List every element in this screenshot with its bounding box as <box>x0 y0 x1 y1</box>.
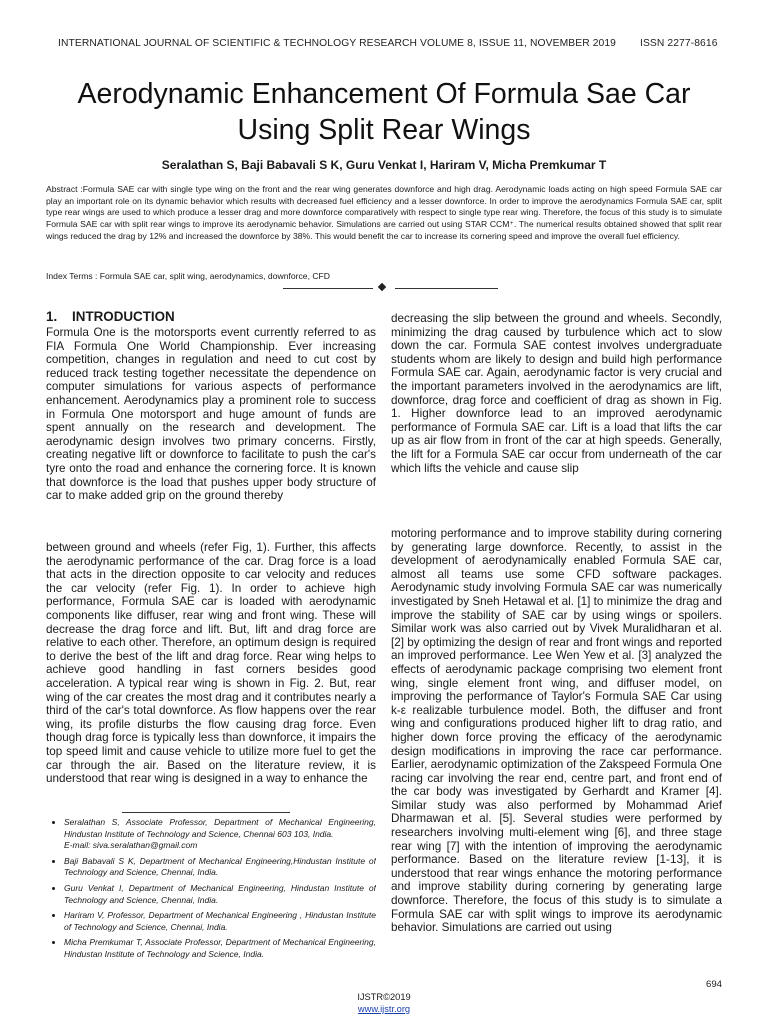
issn: ISSN 2277-8616 <box>640 38 718 49</box>
column-2-top-text: decreasing the slip between the ground and wheels. Secondly, minimizing the drag caused by turbulence which act to slow down the car. Formula SAE contest involves undergraduate students whom are likely to design and build high performance Formula SAE car. Again, aerodynamic factor is very crucial and the important parameters involved in the aerodynamics are lift, downforce, drag force and coefficient of drag as shown in Fig. 1. Higher downforce lead to an improved aerodynamic performance of Formula SAE car. Lift is a load that lifts the car up as air flow from in front of the car at high speeds. Generally, the lift for a Formula SAE car occur from underneath of the car which lifts the vehicle and cause slip <box>391 312 722 475</box>
footnote-item: • Seralathan S, Associate Professor, Department of Mechanical Engineering, Hindustan Institute of Technology and Science, Chennai 603 103, India. E-mail: siva.seralathan@gmail.com <box>64 817 376 852</box>
journal-header: INTERNATIONAL JOURNAL OF SCIENTIFIC & TECHNOLOGY RESEARCH VOLUME 8, ISSUE 11, NOVEMBER 2019 <box>58 38 617 49</box>
footnote-item: • Micha Premkumar T, Associate Professor, Department of Mechanical Engineering, Hindustan Institute of Technology and Science, India. <box>64 937 376 960</box>
footnote-item: • Baji Babavali S K, Department of Mechanical Engineering,Hindustan Institute of Technology and Science, Chennai, India. <box>64 856 376 879</box>
paper-title <box>40 76 728 148</box>
footer-link-wrapper <box>0 1004 768 1014</box>
footnote-item: • Guru Venkat I, Department of Mechanical Engineering, Hindustan Institute of Technology and Science, Chennai, India. <box>64 883 376 906</box>
section-heading-introduction: 1. INTRODUCTION <box>46 309 175 324</box>
author-list: Seralathan S, Baji Babavali S K, Guru Venkat I, Hariram V, Micha Premkumar T <box>161 158 607 172</box>
diamond-icon <box>378 283 386 291</box>
index-terms: Index Terms : Formula SAE car, split wing, aerodynamics, downforce, CFD <box>46 271 331 281</box>
author-footnotes <box>30 817 376 961</box>
footnote-rule <box>122 812 290 813</box>
column-1-top-text: Formula One is the motorsports event currently referred to as FIA Formula One World Championship. Ever increasing competition, changes in regulation and need to cut cost by reduced track testing together necessitate the dependence on computer simulations for various aspects of performance enhancement. Aerodynamics play a prominent role to success in Formula One motorsport and huge amount of funds are spent annually on the research and development. The aerodynamic design involves two primary concerns. Firstly, creating negative lift or downforce to facilitate to push the car's tyre onto the road and enhance the cornering force. It is known that downforce is the load that pushes upper body structure of car to make added grip on the ground thereby <box>46 326 376 503</box>
section-separator <box>0 283 768 295</box>
page-number: 694 <box>706 979 723 990</box>
abstract: Abstract :Formula SAE car with single type wing on the front and the rear wing generates downforce and high drag. Aerodynamic loads acting on high speed Formula SAE car play an important role on its dynamic behavior which results with decreased fuel efficiency and a lesser downforce. In order to improve the aerodynamics Formula SAE car, split type rear wings are used to which produce a lesser drag and more downforce comparatively with respect to single type rear wing. Therefore, the focus of this study is to simulate Formula SAE car with split rear wings to improve its aerodynamic behavior. Simulations are carried out using STAR CCM⁺. The numerical results obtained showed that split rear wings reduced the drag by 12% and increased the downforce by 38%. This would benefit the car to increase its cornering speed and improve the overall fuel efficiency. <box>46 184 722 241</box>
author-email: E-mail: siva.seralathan@gmail.com <box>64 840 198 851</box>
journal-website-link[interactable]: www.ijstr.org <box>357 1004 411 1014</box>
title-line-2: Using Split Rear Wings <box>237 114 531 146</box>
footnote-item: • Hariram V, Professor, Department of Mechanical Engineering , Hindustan Institute of Technology and Science, Chennai, India. <box>64 910 376 933</box>
column-2-bottom-text: motoring performance and to improve stability during cornering by generating large downforce. Recently, to assist in the development of aerodynamically enabled Formula SAE car, almost all teams use some CFD software packages. Aerodynamic study involving Formula SAE car was numerically investigated by Sneh Hetawal et al. [1] to minimize the drag and improve the stability of SAE car by using wings or spoilers. Similar work was also carried out by Vivek Muralidharan et al. [2] by optimizing the design of rear and front wings and reported an improved performance. Lee Wen Yew et al. [3] analyzed the effects of aerodynamic package comprising two element front wing, single element front wing, and diffuser model, on improving the performance of Taylor's Formula SAE Car using k-ε realizable turbulence model. Both, the diffuser and front wing and configurations produced higher lift to drag ratio, and higher down force proving the efficacy of the aerodynamic design modifications in improving the race car performance. Earlier, aerodynamic optimization of the Zakspeed Formula One racing car involving the rear end, centre part, and front end of the car body was investigated by Gerhardt and Kramer [4]. Similar study was also performed by Mohammad Arief Dharmawan et al. [5]. Several studies were performed by researchers involving multi-element wing [6], and three stage rear wing [7] with the intention of improving the aerodynamic performance. Based on the literature review [1-13], it is understood that rear wings enhance the motoring performance and improve stability during cornering by generating large downforce. Therefore, the focus of this study is to simulate a Formula SAE car with split wings to improve its aerodynamic behavior. Simulations are carried out using <box>391 527 722 935</box>
column-1-bottom-text: between ground and wheels (refer Fig, 1). Further, this affects the aerodynamic performance of the car. Drag force is a load that acts in the direction opposite to car velocity and reduces the car velocity (refer Fig. 1). In order to achieve high performance, Formula SAE car is loaded with aerodynamic components like diffuser, rear wing and front wing. These will decrease the drag force and lift. But, lift and drag force are relative to each other. Therefore, an optimum design is required to derive the best of the lift and drag force. Rear wing helps to achieve good handling in fast corners besides good acceleration. A typical rear wing is shown in Fig. 2. But, rear wing of the car creates the most drag and it contributes nearly a third of the car's total downforce. As flow happens over the rear wing, its profile disturbs the flow causing drag force. Even though drag force is typically less than downforce, it impairs the top speed limit and cause vehicle to utilize more fuel to get the car through the air. Based on the literature review, it is understood that rear wing is designed in a way to enhance the <box>46 541 376 786</box>
footer-copyright: IJSTR©2019 <box>357 992 411 1002</box>
title-line-1: Aerodynamic Enhancement Of Formula Sae Car <box>77 78 691 110</box>
